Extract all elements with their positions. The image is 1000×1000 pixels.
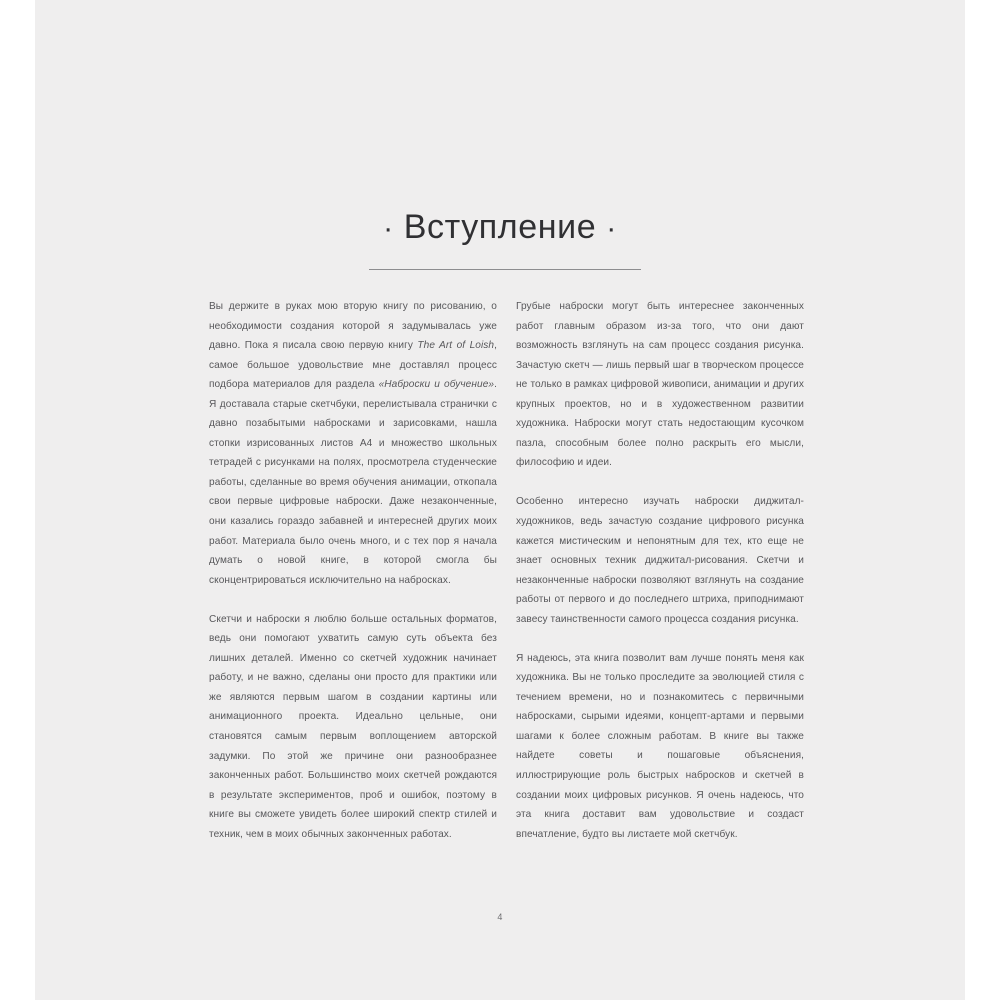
paragraph: Я надеюсь, эта книга позволит вам лучше понять меня как художника. Вы не только проследите за эволюцией стиля с течением времени, но и познакомитесь с первичными набросками, сырыми идеями, концепт-артами и первыми шагами к более сложным работам. В книге вы также найдете советы и пошаговые объяснения, иллюстрирующие роль быстрых набросков и скетчей в создании моих цифровых рисунков. Я очень надеюсь, что эта книга доставит вам удовольствие и создаст впечатление, будто вы листаете мой скетчбук.: [516, 652, 804, 840]
decorative-dot-right: ·: [606, 212, 617, 246]
paragraph: Особенно интересно изучать наброски диджитал-художников, ведь зачастую создание цифрового рисунка кажется мистическим и непонятным для тех, кто еще не знает основных техник диджитал-рисования. Скетчи и незаконченные наброски позволяют взглянуть на создание работы от первого и до последнего штриха, приподнимают завесу таинственности самого процесса создания рисунка.: [516, 496, 804, 625]
chapter-title-text: Вступление: [403, 208, 597, 246]
paragraph: Вы держите в руках мою вторую книгу по рисованию, о необходимости создания которой я задумывалась уже давно. Пока я писала свою первую книгу The Art of Loish, самое большое удовольствие мне доставлял процесс подбора материалов для раздела «Наброски и обучение». Я доставала старые скетчбуки, перелистывала странички с давно позабытыми набросками и зарисовками, нашла стопки изрисованных листов А4 и множество школьных тетрадей с рисунками на полях, просмотрела студенческие работы, сделанные во время обучения анимации, откопала свои первые цифровые наброски. Даже незаконченные, они казались гораздо забавней и интересней других моих работ. Материала было очень много, и с тех пор я начала думать о новой книге, в которой смогла бы сконцентрироваться исключительно на набросках.: [209, 301, 497, 586]
decorative-dot-left: ·: [383, 212, 394, 246]
left-text-column: [209, 297, 497, 844]
chapter-header: [35, 206, 965, 249]
right-text-column: [516, 297, 804, 844]
page-title: [35, 206, 965, 249]
book-page: [35, 0, 965, 1000]
paragraph: Грубые наброски могут быть интереснее законченных работ главным образом из-за того, что они дают возможность взглянуть на сам процесс создания рисунка. Зачастую скетч — лишь первый шаг в творческом процессе не только в рамках цифровой живописи, анимации и других крупных проектов, но и в художественном развитии художника. Наброски могут стать недостающим кусочком пазла, способным более полно раскрыть его мысли, философию и идеи.: [516, 301, 804, 469]
paragraph: Скетчи и наброски я люблю больше остальных форматов, ведь они помогают ухватить самую суть объекта без лишних деталей. Именно со скетчей художник начинает работу, и не важно, сделаны они просто для практики или же являются первым шагом в создании картины или анимационного проекта. Идеально цельные, они становятся самым первым воплощением авторской задумки. По этой же причине они разнообразнее законченных работ. Большинство моих скетчей рождаются в результате экспериментов, проб и ошибок, поэтому в книге вы сможете увидеть более широкий спектр стилей и техник, чем в моих обычных законченных работах.: [209, 613, 497, 840]
body-columns: [209, 297, 805, 844]
title-divider-rule: [369, 269, 641, 270]
page-number: 4: [497, 912, 503, 922]
